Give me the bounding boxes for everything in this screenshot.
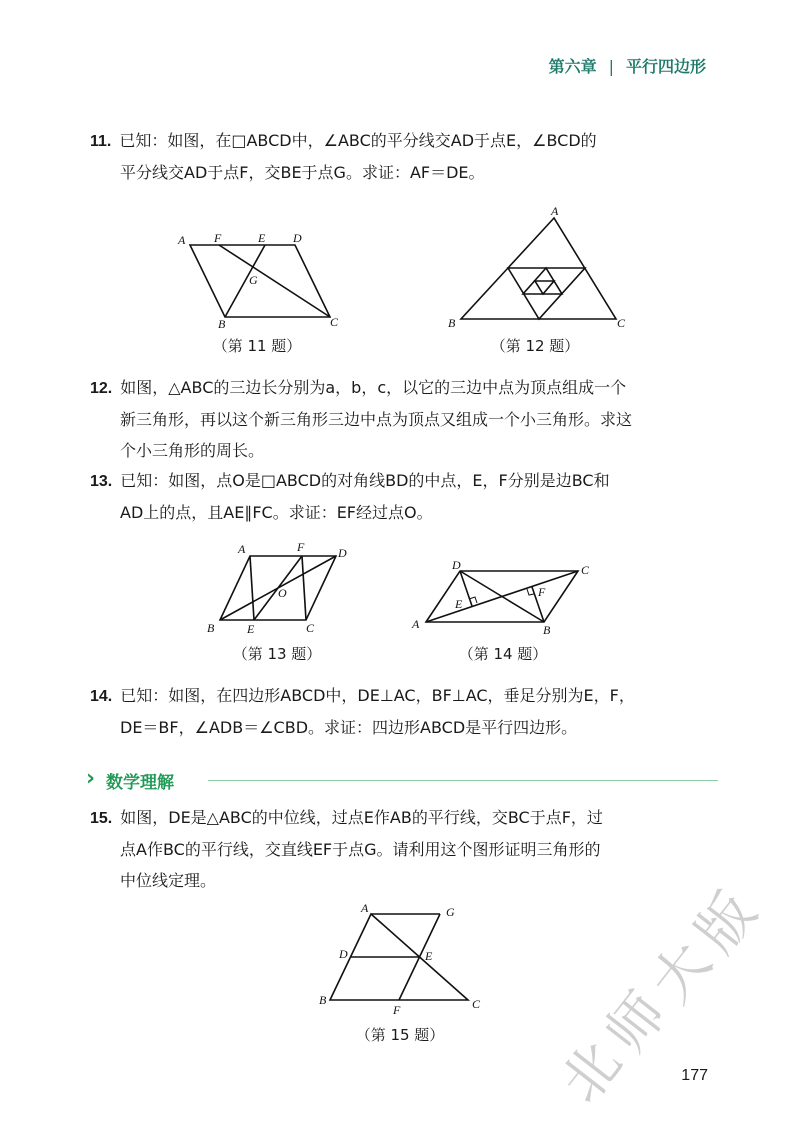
figure-12 (443, 203, 633, 331)
problem-text: 已知：如图，在四边形ABCD中，DE⊥AC，BF⊥AC，垂足分别为E，F， (120, 686, 635, 705)
publisher-watermark (548, 880, 770, 1115)
watermark-char: 北 (548, 1030, 635, 1115)
problem-12 (90, 372, 715, 466)
parallelogram-abcd (190, 245, 330, 317)
figure-14 (410, 558, 600, 638)
label-f: F (393, 1003, 401, 1017)
label-e: E (258, 231, 266, 245)
label-e: E (247, 622, 255, 636)
problem-text: 已知：如图，点O是□ABCD的对角线BD的中点，E，F分别是边BC和 (120, 471, 610, 490)
watermark-char: 版 (683, 880, 770, 965)
section-heading (86, 766, 716, 794)
label-c: C (330, 315, 339, 329)
problem-text: 个小三角形的周长。 (120, 441, 265, 460)
figure-15-caption: （第 15 题） (355, 1026, 445, 1044)
label-a: A (361, 901, 369, 915)
label-g: G (446, 905, 455, 919)
chapter-label: 第六章 (548, 57, 597, 76)
figure-11 (170, 228, 350, 333)
label-b: B (319, 993, 327, 1007)
label-f: F (214, 231, 222, 245)
label-b: B (207, 621, 215, 635)
problem-text: AD上的点，且AE∥FC。求证：EF经过点O。 (120, 503, 433, 522)
segment-be (225, 245, 265, 317)
problem-14 (90, 680, 715, 743)
section-divider (208, 780, 718, 781)
label-d: D (293, 231, 302, 245)
segment-fc (302, 556, 306, 620)
problem-number: 14. (90, 688, 113, 705)
figure-13 (200, 537, 360, 637)
label-c: C (306, 621, 315, 635)
problem-text: 平分线交AD于点F，交BE于点G。求证：AF＝DE。 (120, 163, 485, 182)
chevron-right-icon: › (86, 766, 96, 791)
problem-text: 新三角形，再以这个新三角形三边中点为顶点又组成一个小三角形。求这 (120, 410, 633, 429)
label-c: C (472, 997, 481, 1011)
problem-text: 已知：如图，在□ABCD中，∠ABC的平分线交AD于点E，∠BCD的 (119, 131, 597, 150)
label-e: E (425, 949, 433, 963)
label-a: A (238, 542, 246, 556)
figure-13-caption: （第 13 题） (232, 645, 322, 663)
problem-text: DE＝BF，∠ADB＝∠CBD。求证：四边形ABCD是平行四边形。 (120, 718, 578, 737)
figure-14-caption: （第 14 题） (458, 645, 548, 663)
problem-number: 11. (90, 133, 112, 150)
problem-text: 点A作BC的平行线，交直线EF于点G。请利用这个图形证明三角形的 (120, 840, 601, 859)
diagonal-bd (460, 571, 544, 622)
segment-ae (250, 556, 254, 620)
problem-number: 12. (90, 380, 113, 397)
problem-11 (90, 125, 715, 188)
label-b: B (543, 623, 551, 637)
label-b: B (218, 317, 226, 331)
problem-text: 如图，△ABC的三边长分别为a，b，c，以它的三边中点为顶点组成一个 (120, 378, 627, 397)
page-number: 177 (681, 1067, 708, 1084)
label-g: G (249, 273, 258, 287)
figure-11-caption: （第 11 题） (212, 337, 302, 355)
section-title: 数学理解 (106, 773, 174, 793)
label-c: C (581, 563, 590, 577)
label-a: A (412, 617, 420, 631)
label-o: O (278, 586, 287, 600)
label-f: F (297, 540, 305, 554)
label-b: B (448, 316, 456, 330)
label-a: A (551, 204, 559, 218)
problem-13 (90, 465, 715, 528)
label-d: D (338, 546, 347, 560)
label-f: F (538, 585, 546, 599)
figure-15 (315, 900, 495, 1015)
watermark-char: 师 (593, 980, 680, 1065)
label-a: A (178, 233, 186, 247)
label-d: D (339, 947, 348, 961)
label-c: C (617, 316, 626, 330)
figure-12-caption: （第 12 题） (490, 337, 580, 355)
watermark-char: 大 (638, 930, 725, 1015)
chapter-header (549, 54, 706, 77)
header-separator: | (608, 57, 614, 76)
problem-text: 如图，DE是△ABC的中位线，过点E作AB的平行线，交BC于点F，过 (120, 808, 603, 827)
small-triangle (535, 281, 554, 294)
problem-number: 13. (90, 473, 113, 490)
chapter-title: 平行四边形 (625, 57, 706, 76)
label-d: D (452, 558, 461, 572)
problem-text: 中位线定理。 (120, 871, 217, 890)
label-e: E (455, 597, 463, 611)
problem-number: 15. (90, 810, 113, 827)
